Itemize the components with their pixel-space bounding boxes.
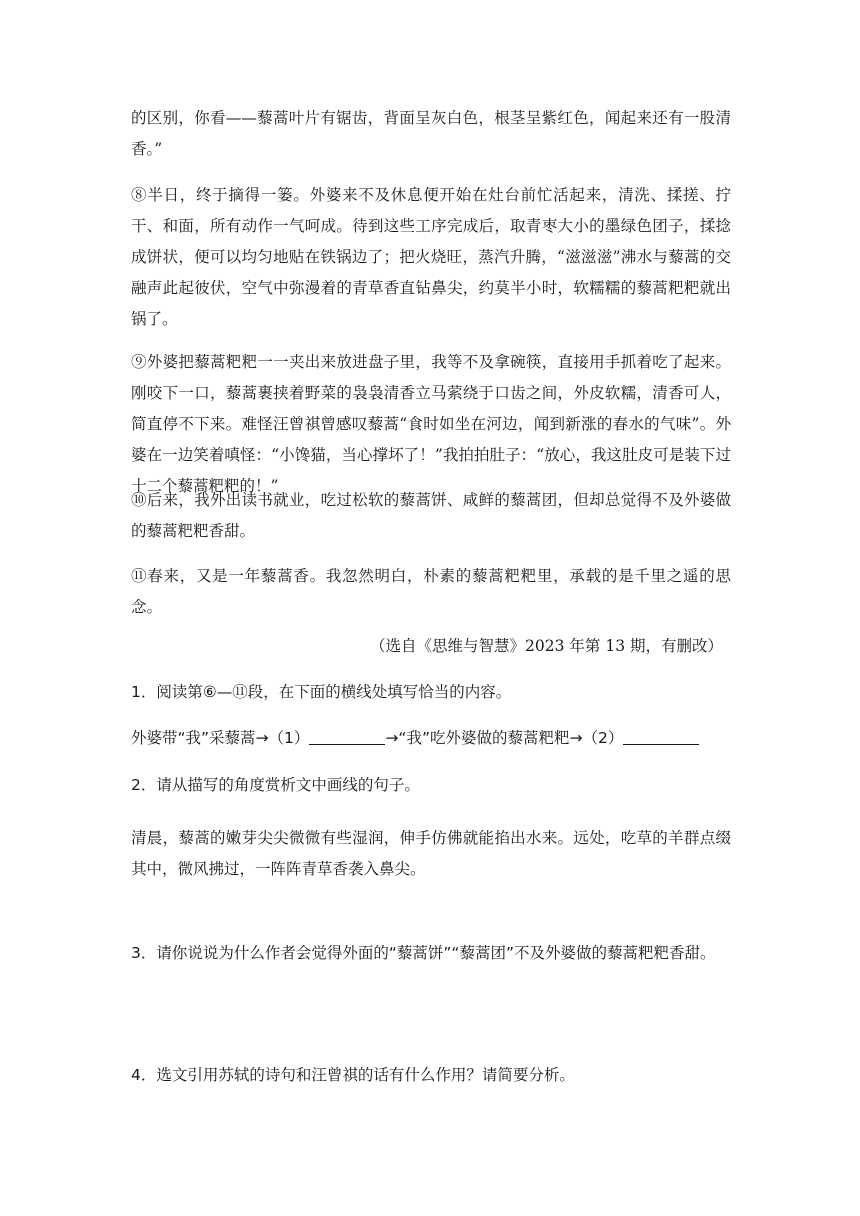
flow-part-a: 外婆带“我”采藜蒿→（1）: [131, 729, 310, 747]
question-1-flow: [131, 723, 731, 754]
paragraph-10: ⑩后来，我外出读书就业，吃过松软的藜蒿饼、咸鲜的藜蒿团，但却总觉得不及外婆做的藜蒿粑粑香甜。: [131, 491, 731, 540]
paragraph-9: ⑨外婆把藜蒿粑粑一一夹出来放进盘子里，我等不及拿碗筷，直接用手抓着吃了起来。刚咬下一口，藜蒿裹挟着野菜的袅袅清香立马萦绕于口齿之间，外皮软糯，清香可人，简直停不下来。难怪汪曾祺曾感叹藜蒿“食时如坐在河边，闻到新涨的春水的气味”。外婆在一边笑着嗔怪：“小馋猫，当心撑坏了！”我拍拍肚子：“放心，我这肚皮可是装下过十二个藜蒿粑粑的！”: [131, 353, 731, 495]
question-2: 2．请从描写的角度赏析文中画线的句子。: [131, 776, 420, 794]
paragraph-7-continued: 的区别，你看——藜蒿叶片有锯齿，背面呈灰白色，根茎呈紫红色，闻起来还有一股清香。”: [131, 109, 731, 158]
paragraph-8: ⑧半日，终于摘得一篓。外婆来不及休息便开始在灶台前忙活起来，清洗、揉搓、拧干、和面，所有动作一气呵成。待到这些工序完成后，取青枣大小的墨绿色团子，揉捻成饼状，便可以均匀地贴在铁锅边了；把火烧旺，蒸汽升腾，“滋滋滋”沸水与藜蒿的交融声此起彼伏，空气中弥漫着的青草香直钻鼻尖，约莫半小时，软糯糯的藜蒿粑粑就出锅了。: [131, 186, 731, 328]
answer-blank-1[interactable]: [309, 726, 385, 745]
answer-blank-2[interactable]: [623, 726, 699, 745]
paragraph-11: ⑪春来，又是一年藜蒿香。我忽然明白，朴素的藜蒿粑粑里，承载的是千里之遥的思念。: [131, 567, 731, 616]
question-3: 3．请你说说为什么作者会觉得外面的“藜蒿饼”“藜蒿团”不及外婆做的藜蒿粑粑香甜。: [131, 944, 716, 962]
source-citation: （选自《思维与智慧》2023 年第 13 期，有删改）: [370, 637, 723, 655]
question-1: 1．阅读第⑥—⑪段，在下面的横线处填写恰当的内容。: [131, 683, 512, 701]
flow-part-b: →“我”吃外婆做的藜蒿粑粑→（2）: [385, 729, 624, 747]
question-2-quote: 清晨，藜蒿的嫩芽尖尖微微有些湿润，伸手仿佛就能掐出水来。远处，吃草的羊群点缀其中，微风拂过，一阵阵青草香袭入鼻尖。: [131, 829, 731, 878]
question-4: 4．选文引用苏轼的诗句和汪曾祺的话有什么作用？请简要分析。: [131, 1066, 575, 1084]
